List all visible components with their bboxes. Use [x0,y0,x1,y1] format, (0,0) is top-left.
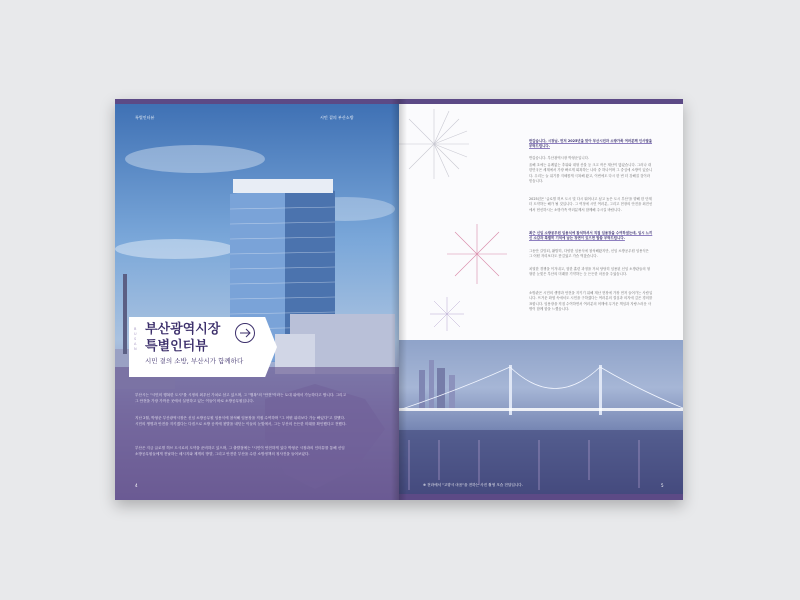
page-subtitle: 시민 곁의 소방, 부산시가 함께하다 [145,357,244,365]
bottom-bar [399,494,683,500]
bridge-photo [399,340,683,500]
question-2: 최근 신임 소방공무원 임용식에 참석하셔서 직접 임용장을 수여하셨는데, 임시 느끼신 소감과 특별히 기억에 남는 장면이 있으면 말씀 부탁드립니다. [529,231,653,241]
page-number-left: 4 [135,483,138,488]
intro-paragraph-1: 부산시는 "시민의 행복한 도시"를 시정의 최우선 가치로 삼고 있으며, 그 "행복"의 "안전"이라는 토대 위에서 가능하다고 합니다. 그리고 그 안전을 가장 가까운 곳에서 실현하고 있는 이들이 바로 소방공무원입니다. [135,393,346,403]
right-page [399,99,683,500]
intro-paragraph-3: 부산은 지금 글로벌 허브 도시로의 도약을 준비하고 있으며, 그 출발점에는 "시민이 안전하게 있다 박형준 시장과의 인터뷰를 통해 신임 소방공무원들에게 전날하는 메시지와 제게의 방향, 그리고 안전한 부산을 수한 소방정책의 청사진을 들어보았다. [135,446,345,456]
arrow-right-icon [235,323,255,343]
left-page [115,99,399,500]
answer-1-paragraph-1: 올해 초에는 유례없는 추위와 대형 산불 등 크고 작은 재난이 많았습니다. 그러나 대한민국은 세계에서 가장 빠르게 회복하는 나라 중 하나이며 그 중심에 소방이 있습니다. 우리는 늘 위기를 지혜롭게 극복해 왔고, 이번에도 다시 한 번 더 강해질 것이라 믿습니다. [529,163,653,184]
answer-2-paragraph-1: 그동안 갈망되, 활발히, 다양한 임용식에 참석해왔지만, 신임 소방공무원 임용식은 그 어떤 자리보다도 뜻깊었고 가슴 벅찼습니다. [529,249,649,259]
top-bar [115,99,399,104]
page-title: 부산광역시장 특별인터뷰 [145,322,221,354]
intro-paragraph-2: 지난 2월, 박형준 부산광역시장은 신임 소방공무원 임용식에 참석해 임용장을 직접 수여하며 "그 어떤 위리보다 가능 빠있다"고 말했다. 시민의 생명과 안전을 지키겠다는 다짐으로 소방 공직에 첫발을 내딛는 이들의 눈빛에서, 그는 부산의 든든한 미래를 확인했다고 전했다. [135,416,347,426]
vertical-text: BUSAN [134,327,138,351]
photo-caption: ※ 전라에서 "고향시 마음"을 전하는 사진 촬영 모습 전달입니다. [423,483,523,487]
magazine-spread [115,99,683,500]
answer-2-paragraph-2: 치열한 경쟁을 이겨내고, 험한 훈련 과정을 거쳐 당당히 임용된 신임 소방관들의 형형한 눈빛은 부산의 미래를 기약하는 듯 든든한 마음을 주었습니다. [529,267,651,277]
question-1: 반갑습니다, 시장님. 먼저 2025년을 맞아 부산시민과 소방가족 여러분께 인사말을 부탁드립니다. [529,139,652,149]
page-number-right: 5 [661,483,664,488]
answer-1-paragraph-2: 2025년은 '글로벌 허브 도시 및 다시 뛰어나고 싶고 높은 도시 부산'을 향해 한 단계 더 도약하는 해가 될 것입니다. 그 여정에 시민 여러분, 그리고 현장의 안전을 최전선에서 헌신하시는 소방가족 여러분께서 함께해 주시길 바랍니다. [529,197,653,212]
spine-shadow [391,99,407,500]
header-left: 특별인터뷰 [135,115,155,120]
city-photo [115,99,399,500]
header-right: 시민 곁의 부산소방 [320,115,354,120]
answer-2-paragraph-3: 소방관은 시민의 생명과 안전을 지키기 위해 재난 현장에 가장 먼저 들어가는 사람입니다. 뜨거운 화염 속에서도 시민을 구하겠다는 여러분의 결심과 의지에 깊은 경의를 표합니다. 임용장을 직접 수여하면서 여러분의 어깨에 무거운 책임과 자랑스러운 사명이 함께 함을 느꼈습니다. [529,291,653,312]
answer-1-intro: 반갑습니다. 부산광역시장 박형준입니다. [529,156,589,160]
